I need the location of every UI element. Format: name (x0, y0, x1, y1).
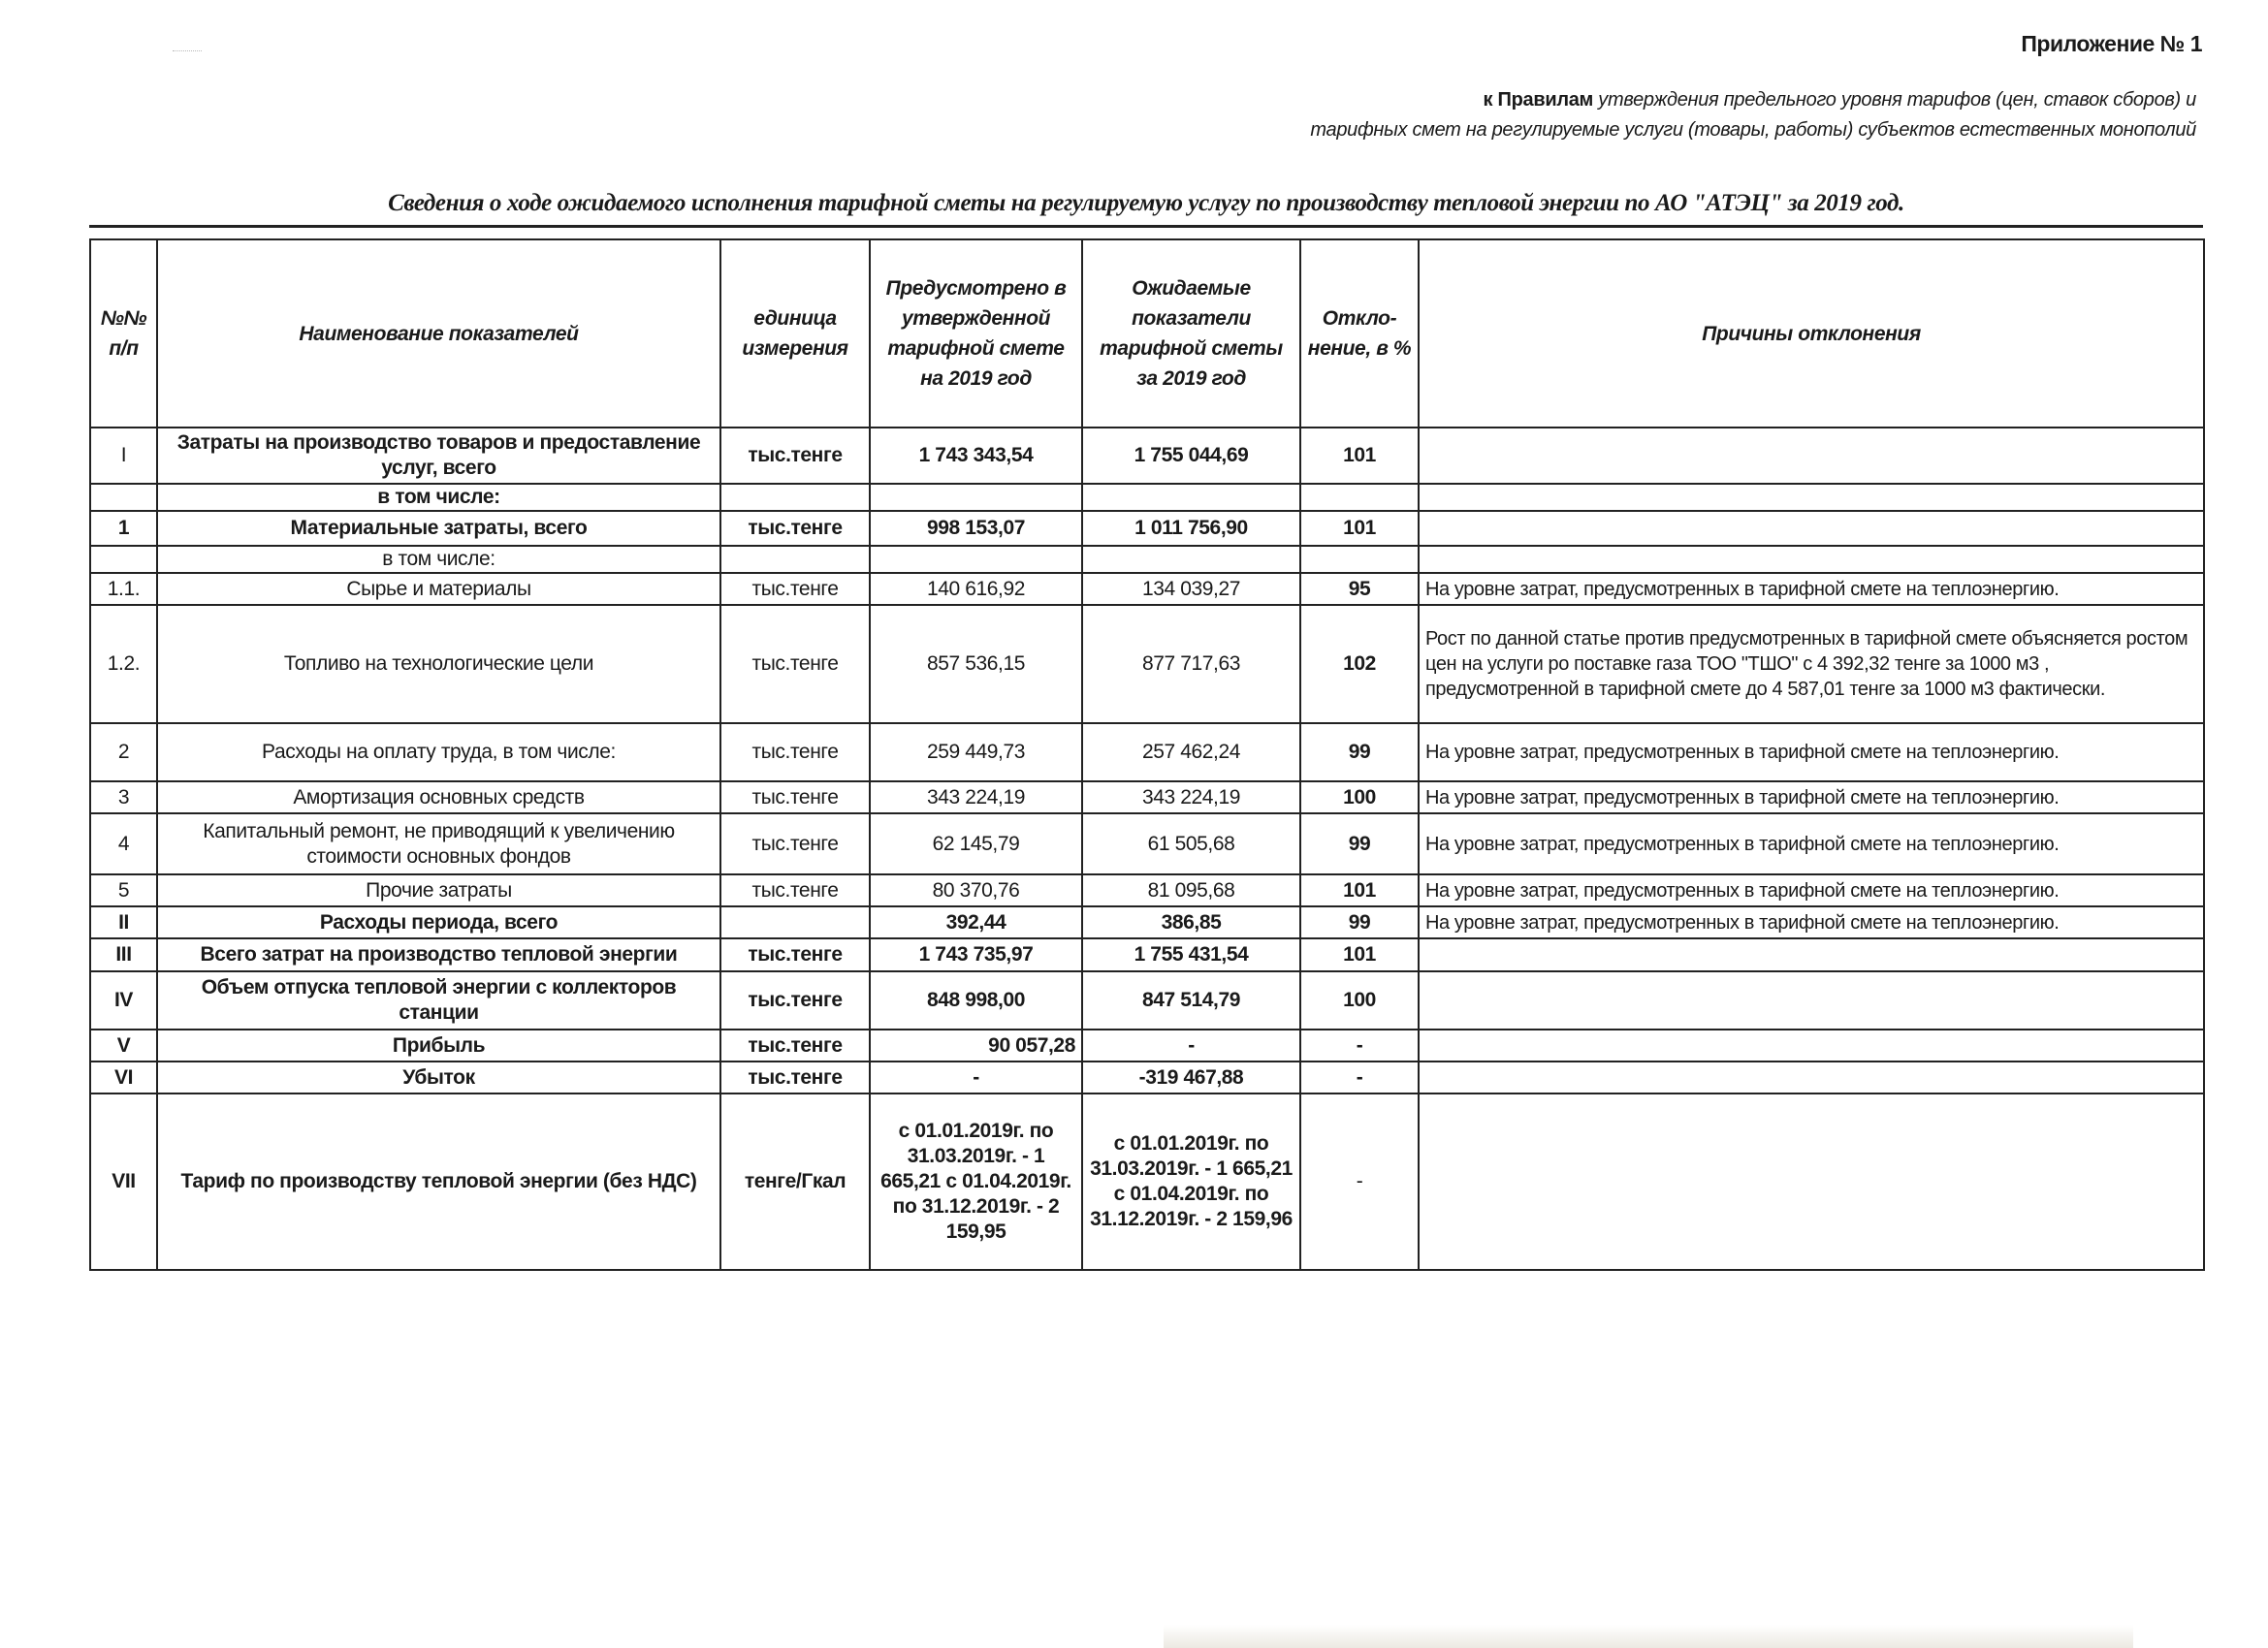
row-planned: 1 743 735,97 (870, 938, 1082, 971)
row-name: Материальные затраты, всего (157, 511, 720, 546)
row-expected: 61 505,68 (1082, 813, 1300, 874)
row-num: VII (90, 1093, 157, 1270)
row-name: в том числе: (157, 484, 720, 511)
row-num: 2 (90, 723, 157, 781)
row-planned: с 01.01.2019г. по 31.03.2019г. - 1 665,21 с 01.04.2019г. по 31.12.2019г. - 2 159,95 (870, 1093, 1082, 1270)
rules-reference (839, 85, 2196, 145)
row-name: Прочие затраты (157, 874, 720, 906)
row-deviation: 99 (1300, 906, 1419, 938)
row-reason (1419, 546, 2204, 573)
row-deviation: 95 (1300, 573, 1419, 605)
row-deviation: 101 (1300, 428, 1419, 484)
row-deviation: 99 (1300, 813, 1419, 874)
row-reason: На уровне затрат, предусмотренных в тарифной смете на теплоэнергию. (1419, 781, 2204, 813)
row-unit (720, 484, 870, 511)
table-header-row (90, 239, 2204, 428)
row-expected: 134 039,27 (1082, 573, 1300, 605)
row-expected: с 01.01.2019г. по 31.03.2019г. - 1 665,21 с 01.04.2019г. по 31.12.2019г. - 2 159,96 (1082, 1093, 1300, 1270)
row-unit (720, 546, 870, 573)
table-row (90, 428, 2204, 484)
row-planned: - (870, 1062, 1082, 1093)
row-reason (1419, 1093, 2204, 1270)
row-num: II (90, 906, 157, 938)
row-name: Расходы периода, всего (157, 906, 720, 938)
row-unit: тенге/Гкал (720, 1093, 870, 1270)
rules-line-2: тарифных смет на регулируемые услуги (товары, работы) субъектов естественных монополий (1310, 119, 2196, 141)
row-expected: 877 717,63 (1082, 605, 1300, 723)
row-name: Тариф по производству тепловой энергии (без НДС) (157, 1093, 720, 1270)
table-row (90, 573, 2204, 605)
table-row (90, 906, 2204, 938)
title-underline (89, 225, 2203, 228)
row-expected: 847 514,79 (1082, 971, 1300, 1030)
row-deviation: 101 (1300, 938, 1419, 971)
scan-artifact (173, 50, 202, 55)
row-name: Прибыль (157, 1030, 720, 1062)
row-num (90, 484, 157, 511)
header-planned: Предусмотрено в утвержденной тарифной смете на 2019 год (870, 239, 1082, 428)
row-expected (1082, 546, 1300, 573)
tariff-estimate-table (89, 238, 2205, 1271)
row-reason (1419, 428, 2204, 484)
row-planned: 259 449,73 (870, 723, 1082, 781)
row-unit: тыс.тенге (720, 1030, 870, 1062)
row-expected: -319 467,88 (1082, 1062, 1300, 1093)
row-unit: тыс.тенге (720, 723, 870, 781)
row-reason (1419, 971, 2204, 1030)
rules-line-1 (839, 85, 2196, 115)
row-num (90, 546, 157, 573)
row-num: 5 (90, 874, 157, 906)
document-title: Сведения о ходе ожидаемого исполнения тарифной сметы на регулируемую услугу по производству тепловой энергии по АО "АТЭЦ" за 2019 год. (388, 190, 1904, 216)
row-num: IV (90, 971, 157, 1030)
row-name: Объем отпуска тепловой энергии с коллекторов станции (157, 971, 720, 1030)
table-row (90, 874, 2204, 906)
row-planned: 62 145,79 (870, 813, 1082, 874)
header-name: Наименование показателей (157, 239, 720, 428)
table-row (90, 484, 2204, 511)
row-name: Капитальный ремонт, не приводящий к увеличению стоимости основных фондов (157, 813, 720, 874)
table-row (90, 813, 2204, 874)
row-unit: тыс.тенге (720, 573, 870, 605)
header-deviation: Откло-нение, в % (1300, 239, 1419, 428)
row-deviation: - (1300, 1093, 1419, 1270)
header-reason: Причины отклонения (1419, 239, 2204, 428)
row-deviation: 101 (1300, 511, 1419, 546)
row-deviation (1300, 484, 1419, 511)
row-expected: - (1082, 1030, 1300, 1062)
row-name: Топливо на технологические цели (157, 605, 720, 723)
row-unit (720, 906, 870, 938)
row-planned: 80 370,76 (870, 874, 1082, 906)
row-name: Расходы на оплату труда, в том числе: (157, 723, 720, 781)
row-unit: тыс.тенге (720, 781, 870, 813)
row-reason: На уровне затрат, предусмотренных в тарифной смете на теплоэнергию. (1419, 813, 2204, 874)
row-reason (1419, 484, 2204, 511)
row-unit: тыс.тенге (720, 1062, 870, 1093)
row-num: III (90, 938, 157, 971)
row-unit: тыс.тенге (720, 605, 870, 723)
row-expected: 386,85 (1082, 906, 1300, 938)
row-num: 1.2. (90, 605, 157, 723)
row-planned: 392,44 (870, 906, 1082, 938)
annex-label: Приложение № 1 (2021, 31, 2202, 56)
row-num: VI (90, 1062, 157, 1093)
row-name: в том числе: (157, 546, 720, 573)
row-planned: 343 224,19 (870, 781, 1082, 813)
row-planned: 1 743 343,54 (870, 428, 1082, 484)
row-unit: тыс.тенге (720, 874, 870, 906)
row-reason: На уровне затрат, предусмотренных в тарифной смете на теплоэнергию. (1419, 723, 2204, 781)
row-unit: тыс.тенге (720, 971, 870, 1030)
row-num: 3 (90, 781, 157, 813)
row-unit: тыс.тенге (720, 428, 870, 484)
row-reason: На уровне затрат, предусмотренных в тарифной смете на теплоэнергию. (1419, 874, 2204, 906)
header-num: №№ п/п (90, 239, 157, 428)
row-name: Амортизация основных средств (157, 781, 720, 813)
row-planned: 140 616,92 (870, 573, 1082, 605)
table-row (90, 1093, 2204, 1270)
table-row (90, 971, 2204, 1030)
row-expected: 1 011 756,90 (1082, 511, 1300, 546)
row-reason: Рост по данной статье против предусмотренных в тарифной смете объясняется ростом цен на услуги ро поставке газа ТОО "ТШО" с 4 392,32 тенге за 1000 м3 , предусмотренной в тарифной смете до 4 587,01 тенге за 1000 м3 фактически. (1419, 605, 2204, 723)
row-num: V (90, 1030, 157, 1062)
table-row (90, 511, 2204, 546)
table-row (90, 938, 2204, 971)
table-row (90, 546, 2204, 573)
row-unit: тыс.тенге (720, 938, 870, 971)
row-reason (1419, 1062, 2204, 1093)
row-deviation: 99 (1300, 723, 1419, 781)
row-deviation (1300, 546, 1419, 573)
header-expected: Ожидаемые показатели тарифной сметы за 2019 год (1082, 239, 1300, 428)
scan-artifact (1164, 1625, 2133, 1648)
table-row (90, 723, 2204, 781)
row-reason: На уровне затрат, предусмотренных в тарифной смете на теплоэнергию. (1419, 906, 2204, 938)
row-name: Затраты на производство товаров и предоставление услуг, всего (157, 428, 720, 484)
row-planned (870, 546, 1082, 573)
row-deviation: - (1300, 1030, 1419, 1062)
row-planned (870, 484, 1082, 511)
row-planned: 998 153,07 (870, 511, 1082, 546)
row-deviation: 100 (1300, 781, 1419, 813)
row-num: 1 (90, 511, 157, 546)
row-reason: На уровне затрат, предусмотренных в тарифной смете на теплоэнергию. (1419, 573, 2204, 605)
row-num: 4 (90, 813, 157, 874)
row-name: Сырье и материалы (157, 573, 720, 605)
table-row (90, 1030, 2204, 1062)
row-deviation: 102 (1300, 605, 1419, 723)
row-unit: тыс.тенге (720, 813, 870, 874)
row-expected: 1 755 431,54 (1082, 938, 1300, 971)
row-planned: 857 536,15 (870, 605, 1082, 723)
row-name: Всего затрат на производство тепловой энергии (157, 938, 720, 971)
row-expected (1082, 484, 1300, 511)
row-unit: тыс.тенге (720, 511, 870, 546)
table-row (90, 1062, 2204, 1093)
row-expected: 1 755 044,69 (1082, 428, 1300, 484)
row-name: Убыток (157, 1062, 720, 1093)
row-reason (1419, 938, 2204, 971)
header-unit: единица измерения (720, 239, 870, 428)
row-expected: 257 462,24 (1082, 723, 1300, 781)
row-planned: 848 998,00 (870, 971, 1082, 1030)
row-deviation: - (1300, 1062, 1419, 1093)
row-expected: 343 224,19 (1082, 781, 1300, 813)
row-num: 1.1. (90, 573, 157, 605)
row-reason (1419, 511, 2204, 546)
row-reason (1419, 1030, 2204, 1062)
rules-line-1-text: утверждения предельного уровня тарифов (цен, ставок сборов) и (1593, 89, 2196, 111)
rules-lead: к Правилам (1483, 89, 1594, 111)
row-expected: 81 095,68 (1082, 874, 1300, 906)
row-deviation: 101 (1300, 874, 1419, 906)
table-row (90, 605, 2204, 723)
row-num: I (90, 428, 157, 484)
table-row (90, 781, 2204, 813)
row-planned: 90 057,28 (870, 1030, 1082, 1062)
row-deviation: 100 (1300, 971, 1419, 1030)
